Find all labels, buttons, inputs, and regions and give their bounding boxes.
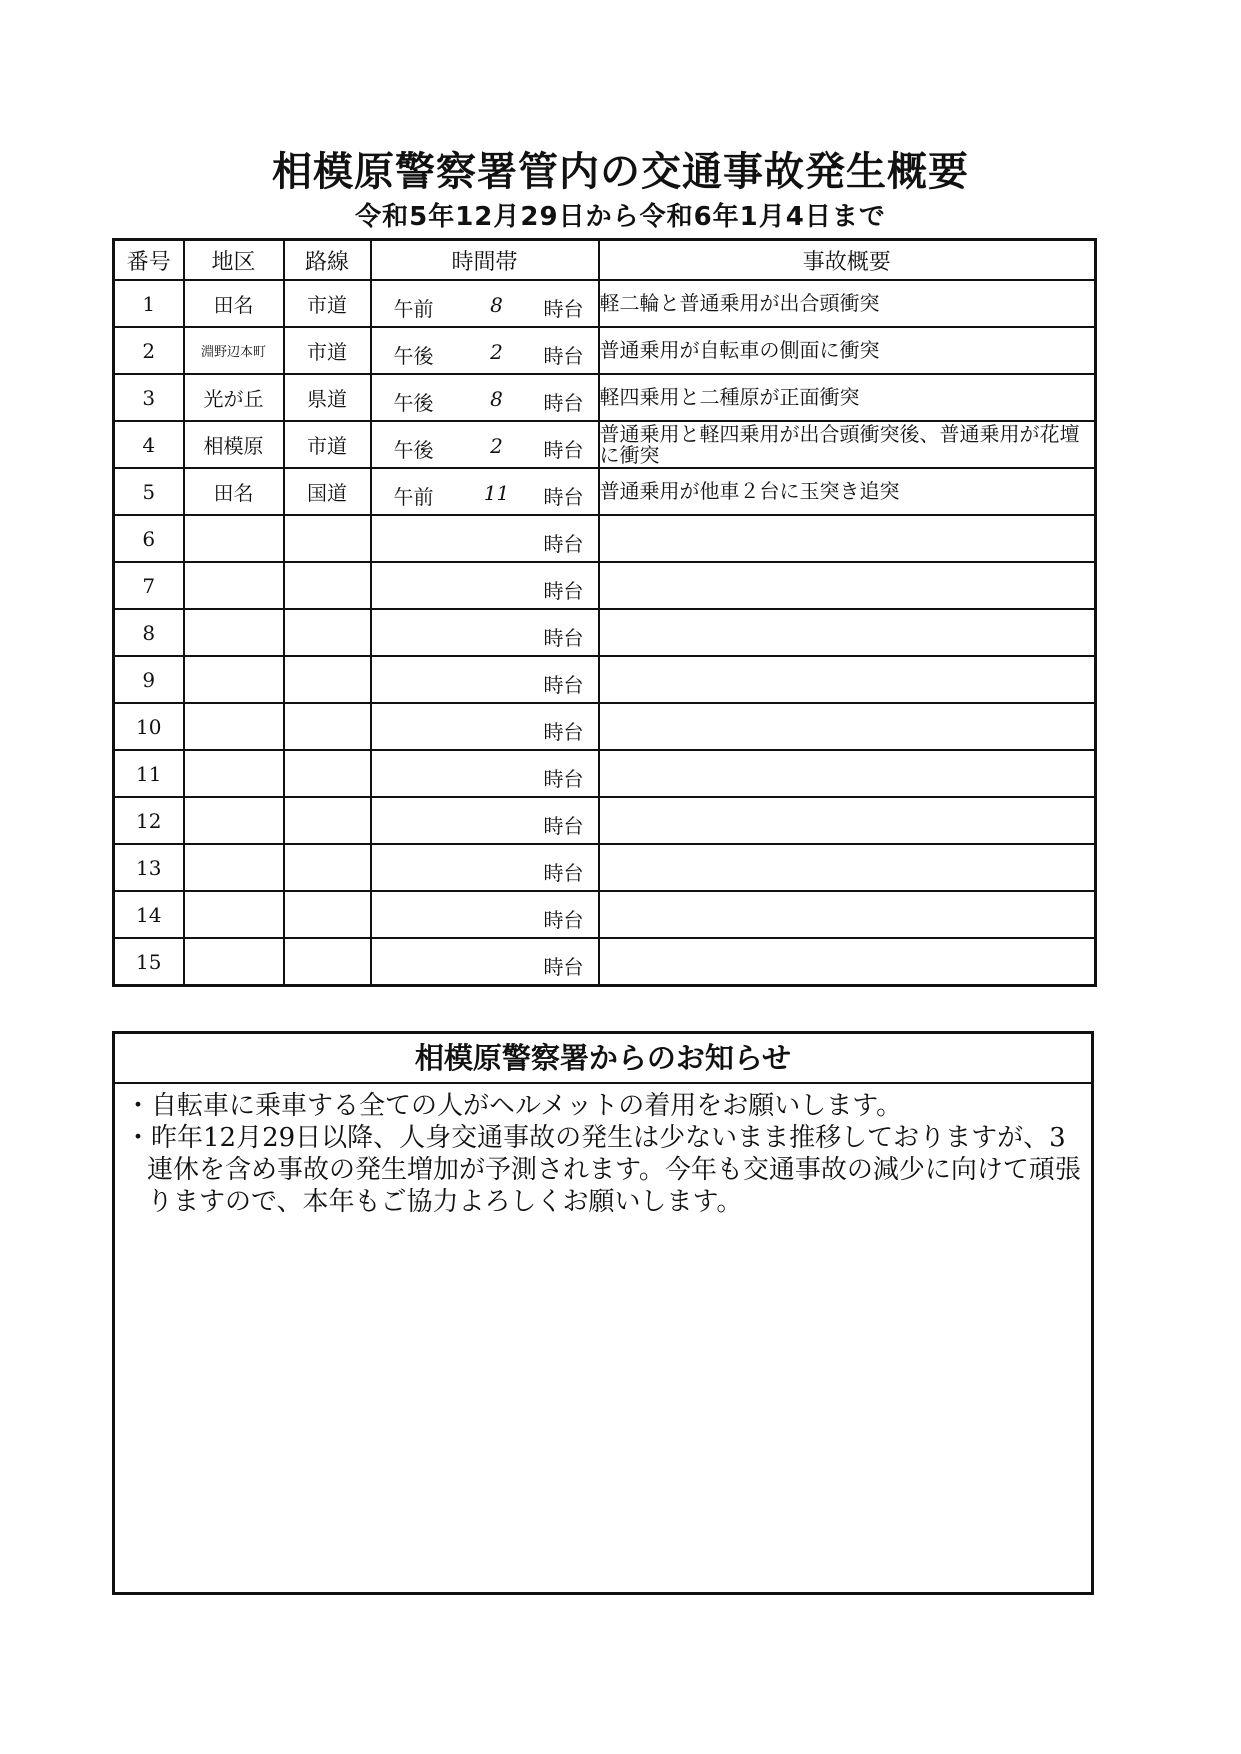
row-time <box>371 515 599 562</box>
header-summary: 事故概要 <box>599 240 1096 281</box>
row-summary <box>599 750 1096 797</box>
accident-table <box>112 238 1097 987</box>
row-area <box>184 515 284 562</box>
row-area <box>184 891 284 938</box>
header-route: 路線 <box>284 240 371 281</box>
row-summary <box>599 797 1096 844</box>
row-summary <box>599 609 1096 656</box>
row-route <box>284 656 371 703</box>
table-row <box>114 562 1096 609</box>
row-time <box>371 468 599 515</box>
row-number: 10 <box>114 703 184 750</box>
row-route <box>284 562 371 609</box>
row-route: 県道 <box>284 374 371 421</box>
row-area: 田名 <box>184 468 284 515</box>
row-summary <box>599 515 1096 562</box>
row-hour-suffix: 時台 <box>543 438 584 462</box>
table-header-row <box>114 240 1096 281</box>
row-number: 4 <box>114 421 184 468</box>
row-area <box>184 562 284 609</box>
row-summary: 普通乗用が他車２台に玉突き追突 <box>599 468 1096 515</box>
row-hour-suffix: 時台 <box>543 814 584 838</box>
row-summary: 軽二輪と普通乗用が出合頭衝突 <box>599 280 1096 327</box>
row-hour-suffix: 時台 <box>543 297 584 321</box>
row-hour-suffix: 時台 <box>543 485 584 509</box>
row-hour-suffix: 時台 <box>543 955 584 979</box>
row-area <box>184 703 284 750</box>
table-row <box>114 844 1096 891</box>
row-number: 15 <box>114 938 184 986</box>
table-row <box>114 374 1096 421</box>
row-ampm: 午前 <box>393 485 434 509</box>
row-route <box>284 797 371 844</box>
table-row <box>114 421 1096 468</box>
row-number: 13 <box>114 844 184 891</box>
header-number: 番号 <box>114 240 184 281</box>
row-hour: 2 <box>490 434 503 458</box>
period-subtitle: 令和5年12月29日から令和6年1月4日まで <box>355 202 886 232</box>
row-time <box>371 280 599 327</box>
row-hour-suffix: 時台 <box>543 673 584 697</box>
row-summary <box>599 656 1096 703</box>
row-time <box>371 609 599 656</box>
row-time <box>371 656 599 703</box>
row-time <box>371 844 599 891</box>
table-row <box>114 656 1096 703</box>
row-number: 8 <box>114 609 184 656</box>
row-ampm: 午前 <box>393 297 434 321</box>
row-hour-suffix: 時台 <box>543 908 584 932</box>
row-route <box>284 891 371 938</box>
row-route: 国道 <box>284 468 371 515</box>
row-number: 12 <box>114 797 184 844</box>
header-time: 時間帯 <box>371 240 599 281</box>
notice-body <box>115 1084 1091 1218</box>
row-area: 光が丘 <box>184 374 284 421</box>
row-hour-suffix: 時台 <box>543 344 584 368</box>
row-number: 7 <box>114 562 184 609</box>
row-area <box>184 750 284 797</box>
row-area <box>184 609 284 656</box>
row-area <box>184 938 284 986</box>
row-summary: 軽四乗用と二種原が正面衝突 <box>599 374 1096 421</box>
table-row <box>114 938 1096 986</box>
row-summary <box>599 891 1096 938</box>
row-hour-suffix: 時台 <box>543 532 584 556</box>
row-time <box>371 562 599 609</box>
row-number: 6 <box>114 515 184 562</box>
row-summary: 普通乗用と軽四乗用が出合頭衝突後、普通乗用が花壇に衝突 <box>599 421 1096 468</box>
table-row <box>114 750 1096 797</box>
row-route <box>284 515 371 562</box>
row-number: 2 <box>114 327 184 374</box>
row-route <box>284 609 371 656</box>
row-route: 市道 <box>284 327 371 374</box>
row-time <box>371 938 599 986</box>
row-hour-suffix: 時台 <box>543 579 584 603</box>
notice-item: ・自転車に乗車する全ての人がヘルメットの着用をお願いします。 <box>125 1091 903 1121</box>
table-row <box>114 280 1096 327</box>
row-number: 3 <box>114 374 184 421</box>
table-row <box>114 797 1096 844</box>
row-time <box>371 797 599 844</box>
table-row <box>114 468 1096 515</box>
notice-title: 相模原警察署からのお知らせ <box>115 1034 1091 1084</box>
row-ampm: 午後 <box>393 391 434 415</box>
row-hour-suffix: 時台 <box>543 720 584 744</box>
row-area <box>184 844 284 891</box>
row-number: 11 <box>114 750 184 797</box>
row-area <box>184 656 284 703</box>
row-hour: 2 <box>490 340 503 364</box>
row-summary <box>599 703 1096 750</box>
row-time <box>371 327 599 374</box>
row-hour-suffix: 時台 <box>543 391 584 415</box>
notice-box <box>112 1031 1094 1595</box>
row-ampm: 午後 <box>393 438 434 462</box>
table-row <box>114 891 1096 938</box>
row-route <box>284 703 371 750</box>
row-area: 田名 <box>184 280 284 327</box>
row-route <box>284 750 371 797</box>
table-row <box>114 609 1096 656</box>
row-area: 相模原 <box>184 421 284 468</box>
row-number: 9 <box>114 656 184 703</box>
row-hour: 8 <box>490 387 503 411</box>
row-route <box>284 938 371 986</box>
row-time <box>371 891 599 938</box>
table-row <box>114 703 1096 750</box>
header-area: 地区 <box>184 240 284 281</box>
row-time <box>371 421 599 468</box>
row-time <box>371 750 599 797</box>
row-summary <box>599 844 1096 891</box>
row-number: 5 <box>114 468 184 515</box>
row-hour: 8 <box>490 293 503 317</box>
row-area <box>184 797 284 844</box>
row-hour-suffix: 時台 <box>543 626 584 650</box>
row-hour-suffix: 時台 <box>543 767 584 791</box>
row-hour-suffix: 時台 <box>543 861 584 885</box>
row-summary <box>599 562 1096 609</box>
row-route <box>284 844 371 891</box>
table-row <box>114 515 1096 562</box>
row-time <box>371 374 599 421</box>
row-summary <box>599 938 1096 986</box>
notice-item: ・昨年12月29日以降、人身交通事故の発生は少ないまま推移しておりますが、3連休を含め事故の発生増加が予測されます。今年も交通事故の減少に向けて頑張りますので、本年もご協力よろしくお願いします。 <box>125 1123 1081 1217</box>
document-title: 相模原警察署管内の交通事故発生概要 <box>272 149 969 195</box>
row-number: 14 <box>114 891 184 938</box>
row-number: 1 <box>114 280 184 327</box>
row-summary: 普通乗用が自転車の側面に衝突 <box>599 327 1096 374</box>
row-route: 市道 <box>284 421 371 468</box>
row-ampm: 午後 <box>393 344 434 368</box>
row-route: 市道 <box>284 280 371 327</box>
row-time <box>371 703 599 750</box>
row-area: 淵野辺本町 <box>184 327 284 374</box>
table-row <box>114 327 1096 374</box>
row-hour: 11 <box>483 481 510 505</box>
